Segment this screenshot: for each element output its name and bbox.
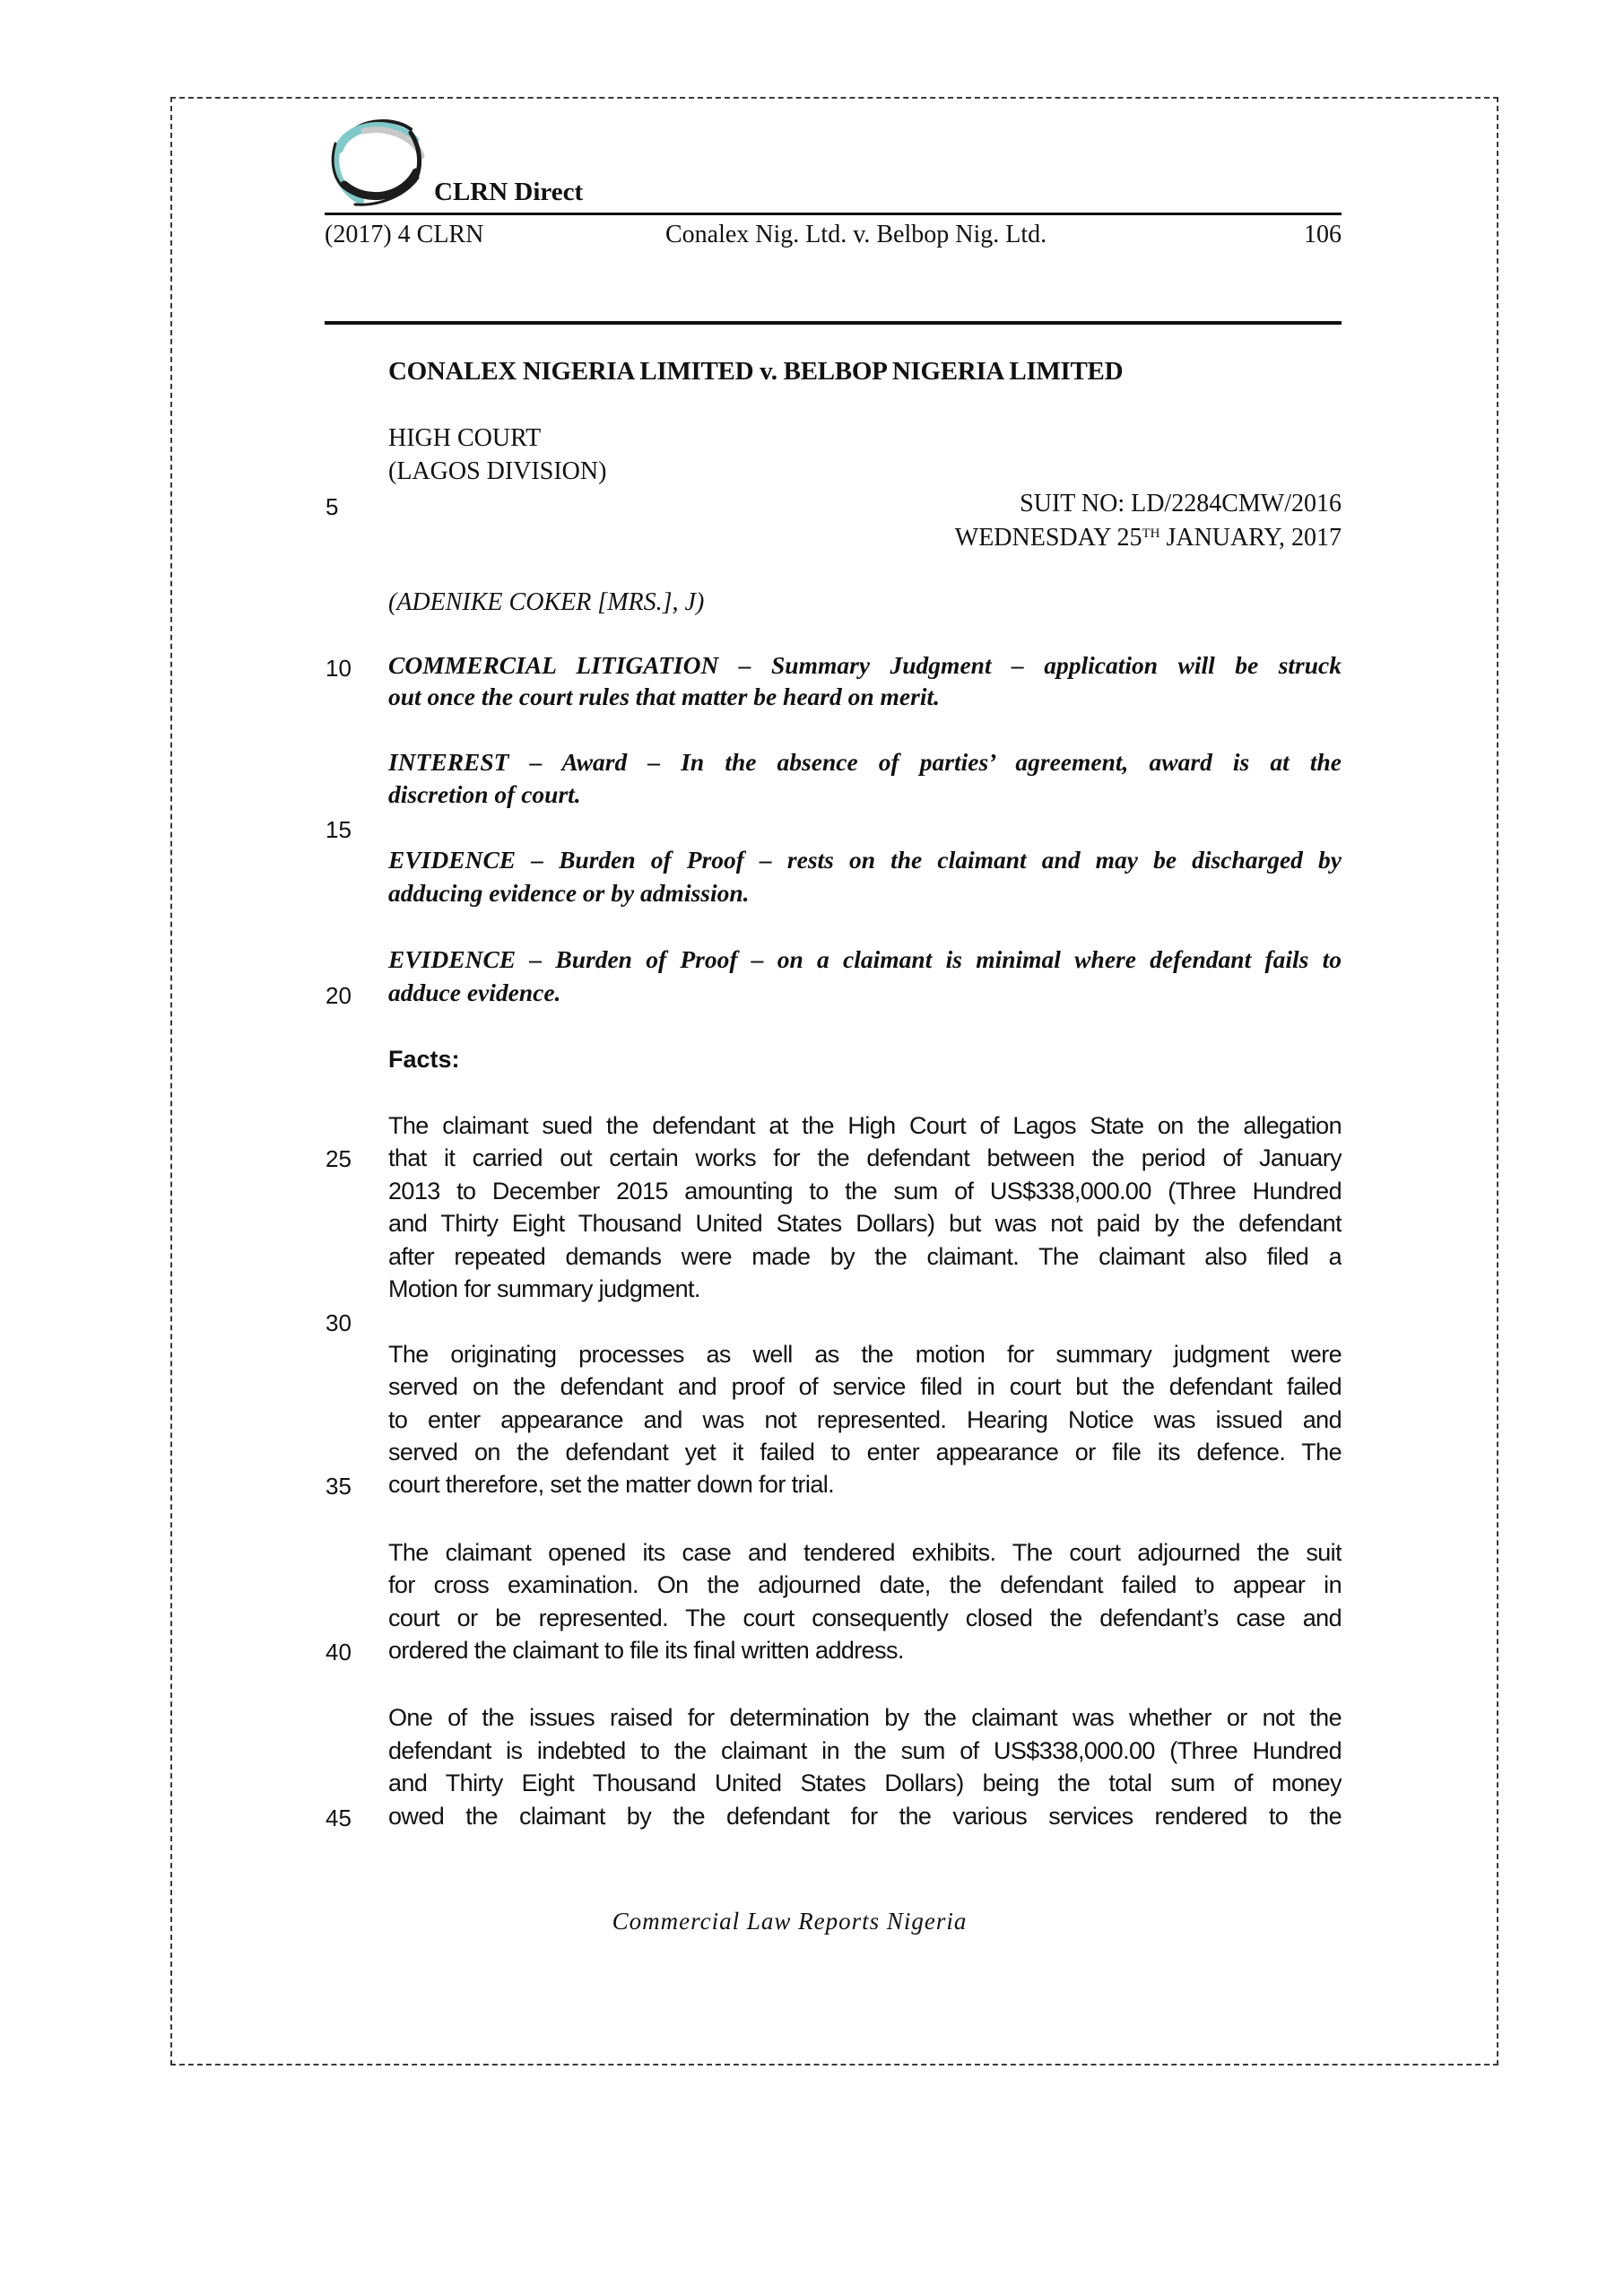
catchword-line: out once the court rules that matter be heard on merit. bbox=[388, 683, 940, 710]
body-line: court or be represented. The court consequently closed the defendant’s case and bbox=[388, 1605, 1342, 1631]
court-division: (LAGOS DIVISION) bbox=[388, 457, 607, 485]
line-number: 30 bbox=[326, 1309, 352, 1336]
facts-heading: Facts: bbox=[388, 1046, 460, 1073]
case-title: CONALEX NIGERIA LIMITED v. BELBOP NIGERIA LIMITED bbox=[388, 357, 1124, 386]
body-line: ordered the claimant to file its final written address. bbox=[388, 1637, 904, 1664]
body-line: served on the defendant and proof of service filed in court but the defendant failed bbox=[388, 1373, 1342, 1400]
catchword-line: adducing evidence or by admission. bbox=[388, 879, 750, 907]
body-line: served on the defendant yet it failed to enter appearance or file its defence. The bbox=[388, 1439, 1342, 1465]
header-rule-bottom bbox=[325, 321, 1342, 325]
body-line: that it carried out certain works for the defendant between the period of January bbox=[388, 1144, 1342, 1171]
body-line: court therefore, set the matter down for trial. bbox=[388, 1471, 835, 1498]
header-rule-top bbox=[325, 213, 1342, 215]
catchword-line: INTEREST – Award – In the absence of parties’ agreement, award is at the bbox=[388, 748, 1342, 776]
body-line: The originating processes as well as the motion for summary judgment were bbox=[388, 1341, 1342, 1368]
judgment-date bbox=[955, 524, 1342, 552]
line-number: 15 bbox=[326, 816, 352, 843]
date-month-year: JANUARY, 2017 bbox=[1159, 524, 1342, 552]
running-citation: (2017) 4 CLRN bbox=[325, 221, 484, 248]
body-line: and Thirty Eight Thousand United States Dollars) but was not paid by the defendant bbox=[388, 1210, 1342, 1237]
line-number: 35 bbox=[326, 1473, 352, 1500]
line-number: 45 bbox=[326, 1805, 352, 1831]
body-line: 2013 to December 2015 amounting to the sum of US$338,000.00 (Three Hundred bbox=[388, 1178, 1342, 1205]
date-day: WEDNESDAY 25 bbox=[954, 524, 1142, 552]
catchword-line: EVIDENCE – Burden of Proof – rests on the claimant and may be discharged by bbox=[388, 846, 1342, 874]
line-number: 10 bbox=[326, 655, 352, 682]
body-line: defendant is indebted to the claimant in the sum of US$338,000.00 (Three Hundred bbox=[388, 1737, 1342, 1764]
catchword-line: adduce evidence. bbox=[388, 978, 561, 1006]
page-number: 106 bbox=[1304, 221, 1342, 248]
body-line: owed the claimant by the defendant for the various services rendered to the bbox=[388, 1803, 1342, 1830]
body-line: to enter appearance and was not represented. Hearing Notice was issued and bbox=[388, 1406, 1342, 1433]
body-line: The claimant opened its case and tendered exhibits. The court adjourned the suit bbox=[388, 1539, 1342, 1566]
line-number: 5 bbox=[326, 493, 339, 520]
line-number: 25 bbox=[326, 1145, 352, 1172]
body-line: The claimant sued the defendant at the High Court of Lagos State on the allegation bbox=[388, 1112, 1342, 1139]
judge-name: (ADENIKE COKER [MRS.], J) bbox=[388, 588, 705, 616]
body-line: for cross examination. On the adjourned date, the defendant failed to appear in bbox=[388, 1571, 1342, 1598]
publication-footer: Commercial Law Reports Nigeria bbox=[612, 1908, 968, 1935]
body-line: One of the issues raised for determination by the claimant was whether or not the bbox=[388, 1704, 1342, 1731]
clrn-logo-icon bbox=[328, 113, 429, 208]
date-ordinal: TH bbox=[1142, 526, 1160, 541]
catchword-line: discretion of court. bbox=[388, 780, 581, 808]
running-case-title: Conalex Nig. Ltd. v. Belbop Nig. Ltd. bbox=[665, 221, 1047, 248]
catchword-line: COMMERCIAL LITIGATION – Summary Judgment – application will be struck bbox=[388, 651, 1342, 679]
body-line: and Thirty Eight Thousand United States Dollars) being the total sum of money bbox=[388, 1770, 1342, 1796]
line-number: 40 bbox=[326, 1639, 352, 1665]
brand-name: CLRN Direct bbox=[434, 178, 584, 206]
suit-number: SUIT NO: LD/2284CMW/2016 bbox=[1020, 490, 1342, 517]
court-name: HIGH COURT bbox=[388, 424, 542, 452]
body-line: after repeated demands were made by the claimant. The claimant also filed a bbox=[388, 1243, 1342, 1270]
body-line: Motion for summary judgment. bbox=[388, 1275, 700, 1302]
line-number: 20 bbox=[326, 982, 352, 1009]
catchword-line: EVIDENCE – Burden of Proof – on a claimant is minimal where defendant fails to bbox=[388, 945, 1342, 973]
